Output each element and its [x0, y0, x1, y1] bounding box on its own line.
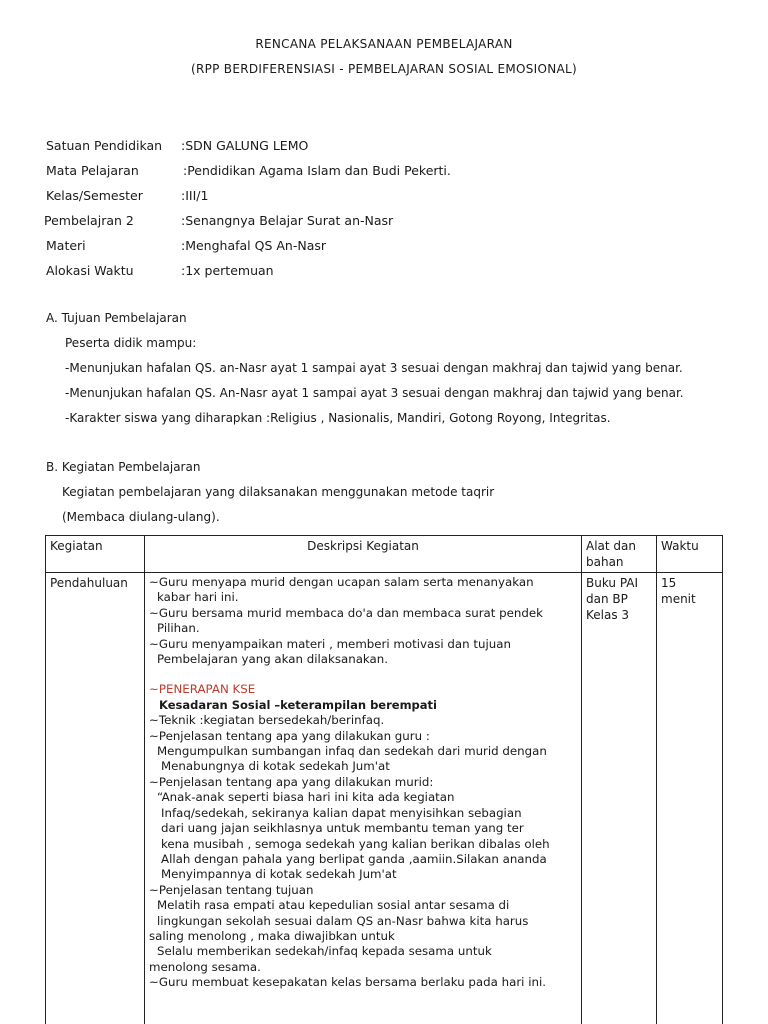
- info-label: Alokasi Waktu: [46, 263, 134, 278]
- character-item: -Karakter siswa yang diharapkan :Religius , Nasionalis, Mandiri, Gotong Royong, Integritas.: [65, 411, 611, 425]
- desc-line: Pembelajaran yang akan dilaksanakan.: [157, 652, 389, 667]
- desc-line: menolong sesama.: [149, 959, 261, 974]
- desc-line: kabar hari ini.: [157, 590, 239, 605]
- desc-line: ~Penjelasan tentang apa yang dilakukan guru :: [149, 728, 430, 743]
- objective-item: -Menunjukan hafalan QS. An-Nasr ayat 1 sampai ayat 3 sesuai dengan makhraj dan tajwid yang benar.: [65, 386, 684, 400]
- info-value: :Menghafal QS An-Nasr: [181, 238, 327, 253]
- table-header-row: [46, 536, 723, 573]
- desc-line: ~Guru membuat kesepakatan kelas bersama berlaku pada hari ini.: [149, 975, 546, 990]
- cell-alat: [582, 573, 657, 1024]
- section-a-intro: Peserta didik mampu:: [65, 336, 197, 350]
- desc-line: dari uang jajan seikhlasnya untuk membantu teman yang ter: [161, 821, 524, 836]
- desc-line: kena musibah , semoga sedekah yang kalian berikan dibalas oleh: [161, 836, 550, 851]
- desc-line: Infaq/sedekah, sekiranya kalian dapat menyisihkan sebagian: [161, 805, 522, 820]
- header-deskripsi: Deskripsi Kegiatan: [145, 536, 582, 573]
- info-label: Materi: [46, 238, 86, 253]
- activity-table: [45, 535, 723, 1024]
- desc-line: ~Penjelasan tentang apa yang dilakukan murid:: [149, 774, 434, 789]
- waktu-unit: menit: [661, 592, 696, 606]
- desc-line: Allah dengan pahala yang berlipat ganda ,aamiin.Silakan ananda: [161, 851, 547, 866]
- desc-line: ~Guru menyapa murid dengan ucapan salam serta menanyakan: [149, 575, 534, 589]
- header-kegiatan: Kegiatan: [46, 536, 145, 573]
- alat-line: Buku PAI: [586, 576, 639, 590]
- info-label: Kelas/Semester: [46, 188, 143, 203]
- section-a-heading: A. Tujuan Pembelajaran: [46, 311, 187, 325]
- info-value: :Pendidikan Agama Islam dan Budi Pekerti.: [183, 163, 451, 178]
- info-value: :III/1: [181, 188, 209, 203]
- header-alat-line: bahan: [586, 555, 624, 569]
- header-alat: [582, 536, 657, 573]
- header-alat-line: Alat dan: [586, 539, 636, 553]
- desc-line: ~Teknik :kegiatan bersedekah/berinfaq.: [149, 713, 385, 728]
- document-subtitle: (RPP BERDIFERENSIASI - PEMBELAJARAN SOSIAL EMOSIONAL): [190, 62, 577, 76]
- alat-line: dan BP: [586, 592, 628, 606]
- info-label: Pembelajran 2: [44, 213, 134, 228]
- kse-subheading: Kesadaran Sosial –keterampilan berempati: [159, 697, 437, 712]
- desc-line: ~Guru bersama murid membaca do'a dan membaca surat pendek: [149, 605, 543, 620]
- header-waktu: Waktu: [657, 536, 723, 573]
- info-value: :Senangnya Belajar Surat an-Nasr: [181, 213, 394, 228]
- desc-line: Melatih rasa empati atau kepedulian sosial antar sesama di: [157, 898, 510, 913]
- info-label: Mata Pelajaran: [46, 163, 139, 178]
- cell-kegiatan: Pendahuluan: [46, 573, 145, 1024]
- info-label: Satuan Pendidikan: [46, 138, 163, 153]
- desc-line: saling menolong , maka diwajibkan untuk: [149, 928, 395, 943]
- desc-line: lingkungan sekolah sesuai dalam QS an-Nasr bahwa kita harus: [157, 913, 529, 928]
- desc-line: Pilihan.: [157, 621, 200, 636]
- info-value: :SDN GALUNG LEMO: [181, 138, 309, 153]
- info-value: :1x pertemuan: [181, 263, 274, 278]
- waktu-value: 15: [661, 576, 677, 590]
- document-title: RENCANA PELAKSANAAN PEMBELAJARAN: [255, 37, 513, 51]
- section-b-method: (Membaca diulang-ulang).: [62, 510, 220, 524]
- table-row: [46, 573, 723, 1024]
- desc-line: Mengumpulkan sumbangan infaq dan sedekah dari murid dengan: [157, 744, 547, 759]
- alat-line: Kelas 3: [586, 608, 630, 622]
- cell-deskripsi: [145, 573, 582, 1024]
- desc-line: ~Guru menyampaikan materi , memberi motivasi dan tujuan: [149, 636, 511, 651]
- desc-line: Menabungnya di kotak sedekah Jum'at: [161, 759, 390, 774]
- cell-waktu: [657, 573, 723, 1024]
- desc-line: Menyimpannya di kotak sedekah Jum'at: [161, 867, 397, 882]
- desc-line: Selalu memberikan sedekah/infaq kepada sesama untuk: [157, 944, 492, 959]
- section-b-heading: B. Kegiatan Pembelajaran: [46, 460, 201, 474]
- desc-line: ~Penjelasan tentang tujuan: [149, 882, 314, 897]
- objective-item: -Menunjukan hafalan QS. an-Nasr ayat 1 sampai ayat 3 sesuai dengan makhraj dan tajwid yang benar.: [65, 361, 683, 375]
- kse-heading: ~PENERAPAN KSE: [149, 682, 256, 697]
- section-b-intro: Kegiatan pembelajaran yang dilaksanakan menggunakan metode taqrir: [62, 485, 495, 499]
- desc-line: “Anak-anak seperti biasa hari ini kita ada kegiatan: [157, 790, 455, 805]
